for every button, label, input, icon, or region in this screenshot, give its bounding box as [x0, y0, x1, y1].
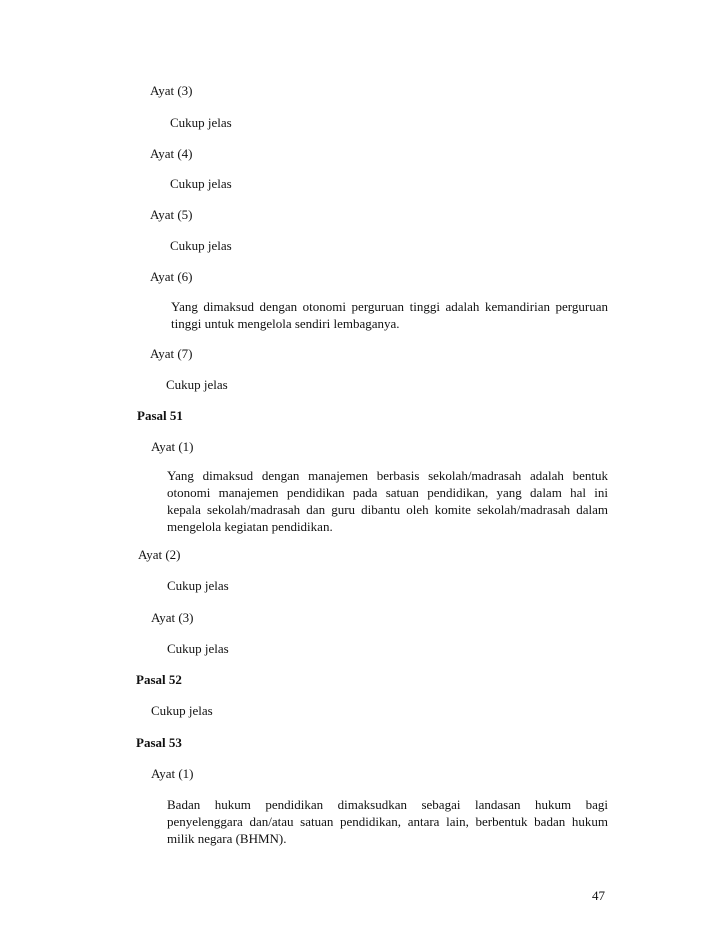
cukup-jelas-text: Cukup jelas	[170, 238, 232, 253]
paragraph-line: penyelenggara dan/atau satuan pendidikan, antara lain, berbentuk badan hukum	[167, 814, 608, 829]
ayat-1-heading: Ayat (1)	[151, 766, 194, 781]
paragraph-line: tinggi untuk mengelola sendiri lembaganya.	[171, 316, 400, 331]
pasal-53-heading: Pasal 53	[136, 735, 182, 750]
ayat-6-paragraph	[171, 298, 608, 332]
paragraph-line: Yang dimaksud dengan manajemen berbasis sekolah/madrasah adalah bentuk	[167, 468, 608, 483]
page-number: 47	[592, 888, 605, 903]
ayat-4-heading: Ayat (4)	[150, 146, 193, 161]
pasal-52-heading: Pasal 52	[136, 672, 182, 687]
paragraph-line: otonomi manajemen pendidikan pada satuan pendidikan, yang dalam hal ini	[167, 485, 608, 500]
ayat-2-heading: Ayat (2)	[138, 547, 181, 562]
ayat-7-heading: Ayat (7)	[150, 346, 193, 361]
pasal-51-heading: Pasal 51	[137, 408, 183, 423]
cukup-jelas-text: Cukup jelas	[170, 176, 232, 191]
ayat-3-heading: Ayat (3)	[150, 83, 193, 98]
pasal-53-ayat-1-paragraph	[167, 796, 608, 847]
pasal-51-ayat-1-paragraph	[167, 467, 608, 535]
cukup-jelas-text: Cukup jelas	[166, 377, 228, 392]
ayat-1-heading: Ayat (1)	[151, 439, 194, 454]
ayat-3-heading: Ayat (3)	[151, 610, 194, 625]
paragraph-line: kepala sekolah/madrasah dan guru dibantu oleh komite sekolah/madrasah dalam	[167, 502, 608, 517]
paragraph-line: Yang dimaksud dengan otonomi perguruan tinggi adalah kemandirian perguruan	[171, 299, 608, 314]
ayat-5-heading: Ayat (5)	[150, 207, 193, 222]
paragraph-line: milik negara (BHMN).	[167, 831, 287, 846]
paragraph-line: Badan hukum pendidikan dimaksudkan sebagai landasan hukum bagi	[167, 797, 608, 812]
cukup-jelas-text: Cukup jelas	[170, 115, 232, 130]
cukup-jelas-text: Cukup jelas	[167, 578, 229, 593]
cukup-jelas-text: Cukup jelas	[151, 703, 213, 718]
cukup-jelas-text: Cukup jelas	[167, 641, 229, 656]
paragraph-line: mengelola kegiatan pendidikan.	[167, 519, 333, 534]
ayat-6-heading: Ayat (6)	[150, 269, 193, 284]
